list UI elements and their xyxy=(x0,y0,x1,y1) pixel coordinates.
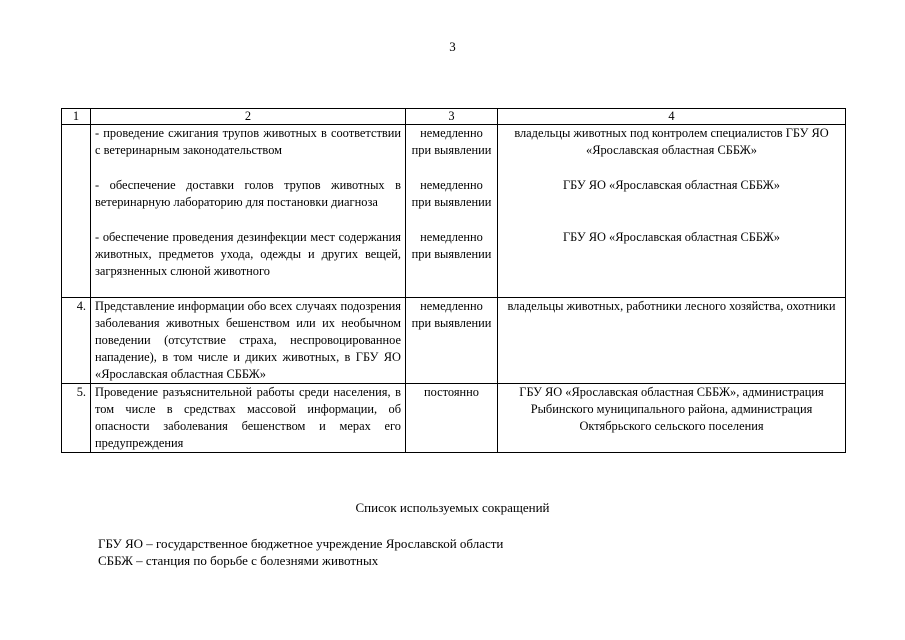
measure-text: - обеспечение доставки голов трупов животных в ветеринарную лабораторию для постановки диагноза xyxy=(95,178,401,209)
deadline-text: немедленно при выявлении xyxy=(411,178,492,209)
deadline-text: немедленно при выявлении xyxy=(411,230,492,261)
table-row xyxy=(62,298,846,384)
measure-text: - обеспечение проведения дезинфекции мест содержания животных, предметов ухода, одежды и других вещей, загрязненных слюной животного xyxy=(95,230,401,278)
table-row xyxy=(62,384,846,453)
table-row xyxy=(62,125,846,298)
row-number xyxy=(62,125,91,298)
measures-table xyxy=(61,108,846,453)
measure-cell: Проведение разъяснительной работы среди населения, в том числе в средствах массовой информации, об опасности заболевания бешенством и мерах его предупреждения xyxy=(91,384,406,453)
measure-text: - проведение сжигания трупов животных в соответствии с ветеринарным законодательством xyxy=(95,126,401,157)
responsible-text: ГБУ ЯО «Ярославская областная СББЖ» xyxy=(563,230,780,244)
header-col-4: 4 xyxy=(498,109,846,125)
deadline-cell xyxy=(406,125,498,298)
abbreviation-item: ГБУ ЯО – государственное бюджетное учреждение Ярославской области xyxy=(98,536,504,551)
responsible-cell: ГБУ ЯО «Ярославская областная СББЖ», администрация Рыбинского муниципального района, администрация Октябрьского сельского поселения xyxy=(498,384,846,453)
header-col-3: 3 xyxy=(406,109,498,125)
table-header-row xyxy=(62,109,846,125)
measure-cell xyxy=(91,125,406,298)
header-col-2: 2 xyxy=(91,109,406,125)
responsible-cell: владельцы животных, работники лесного хозяйства, охотники xyxy=(498,298,846,384)
abbreviations-title: Список используемых сокращений xyxy=(355,500,550,515)
responsible-text: владельцы животных под контролем специалистов ГБУ ЯО «Ярославская областная СББЖ» xyxy=(514,126,829,157)
responsible-text: ГБУ ЯО «Ярославская областная СББЖ» xyxy=(563,178,780,192)
deadline-cell: постоянно xyxy=(406,384,498,453)
abbreviation-item: СББЖ – станция по борьбе с болезнями животных xyxy=(98,553,379,568)
responsible-cell xyxy=(498,125,846,298)
measure-cell: Представление информации обо всех случаях подозрения заболевания животных бешенством или их необычном поведении (отсутствие страха, неспровоцированное нападение), в том числе и диких животных, в ГБУ ЯО «Ярославская областная СББЖ» xyxy=(91,298,406,384)
deadline-text: немедленно при выявлении xyxy=(411,126,492,157)
row-number: 5. xyxy=(62,384,91,453)
page-number: 3 xyxy=(449,39,456,54)
row-number: 4. xyxy=(62,298,91,384)
header-col-1: 1 xyxy=(62,109,91,125)
deadline-cell: немедленно при выявлении xyxy=(406,298,498,384)
